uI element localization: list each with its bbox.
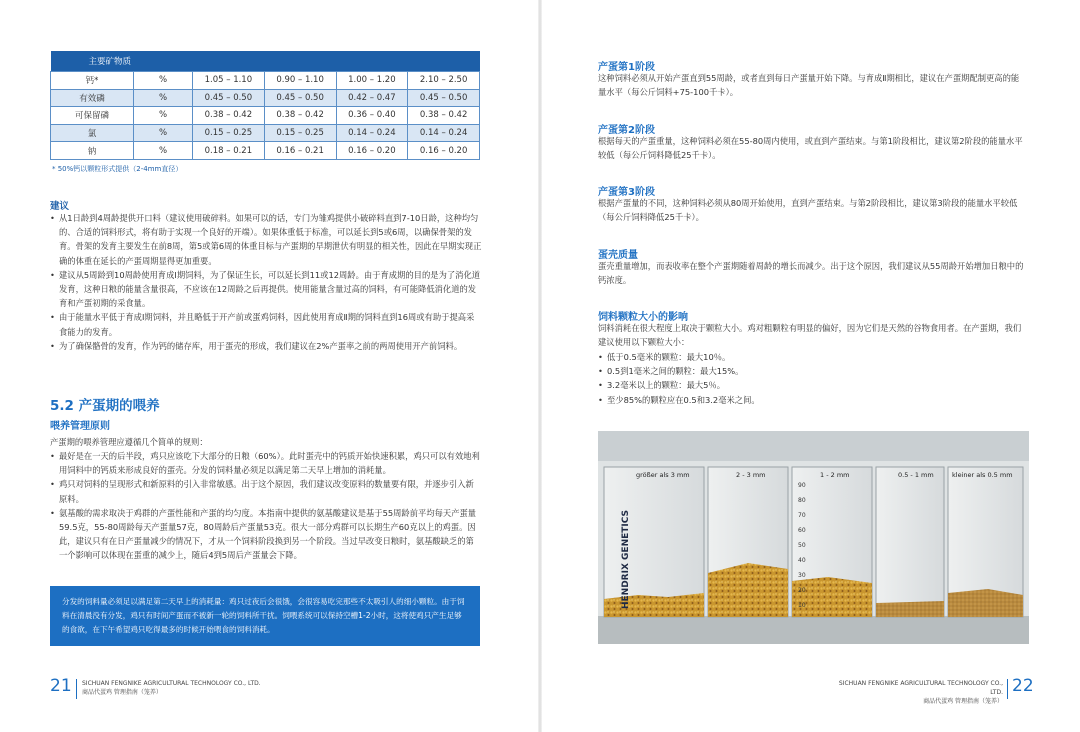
table-cell: 0.38 – 0.42 — [408, 107, 480, 125]
table-cell: 0.36 – 0.40 — [336, 107, 408, 125]
table-cell: % — [134, 89, 193, 107]
sieve-label: 1 - 2 mm — [820, 471, 850, 479]
section-heading: 蛋壳质量 — [598, 250, 638, 261]
section-text: 根据每天的产蛋重量，这种饲料必须在55-80周内使用，或直到产蛋结束。与第1阶段相比，建议第2阶段的能量水平较低（每公斤饲料降低25千卡）。 — [598, 136, 1023, 161]
table-cell: 0.14 – 0.24 — [408, 124, 480, 142]
sieve-label: 2 - 3 mm — [736, 471, 766, 479]
scale-tick: 90 — [798, 482, 806, 489]
footer-divider — [76, 679, 77, 699]
scale-tick: 20 — [798, 587, 806, 594]
table-cell: 可保留磷 — [51, 107, 134, 125]
list-item: • 0.5到1毫米之间的颗粒：最大15%。 — [598, 364, 1026, 378]
table-row — [51, 124, 480, 142]
scale-tick: 50 — [798, 542, 806, 549]
brand-logo: HENDRIX GENETICS — [621, 510, 631, 609]
right-page — [540, 0, 1080, 732]
section-text: 饲料消耗在很大程度上取决于颗粒大小。鸡对粗颗粒有明显的偏好，因为它们是天然的谷物食用者。在产蛋期，我们建议使用以下颗粒大小： — [598, 323, 1022, 348]
table-cell: 0.45 – 0.50 — [264, 89, 336, 107]
section-heading: 产蛋第2阶段 — [598, 125, 655, 136]
sieve-label: 0.5 - 1 mm — [898, 471, 934, 479]
list-item: • 为了确保骼骨的发育，作为钙的储存库，用于蛋壳的形成，我们建议在2%产蛋率之前的两周使用开产前饲料。 — [50, 339, 482, 353]
table-cell: 0.90 – 1.10 — [264, 72, 336, 90]
table-cell: 0.14 – 0.24 — [336, 124, 408, 142]
sub-title: 喂养管理原则 — [50, 421, 110, 432]
scale-tick: 40 — [798, 557, 806, 564]
list-item: • 低于0.5毫米的颗粒：最大10％。 — [598, 350, 1026, 364]
table-cell: 2.10 – 2.50 — [408, 72, 480, 90]
table-cell: 钙* — [51, 72, 134, 90]
table-row — [51, 142, 480, 160]
footer-guide: 商品代蛋鸡 管理指南（笼养） — [82, 689, 162, 696]
table-cell: 0.38 – 0.42 — [264, 107, 336, 125]
section-text: 蛋壳重量增加，而表收率在整个产蛋期随着周龄的增长而减少。出于这个原因，我们建议从55周龄开始增加日粮中的钙浓度。 — [598, 261, 1024, 286]
footer-info — [838, 679, 1003, 706]
table-cell: % — [134, 107, 193, 125]
table-cell: 1.00 – 1.20 — [336, 72, 408, 90]
table-cell: 氯 — [51, 124, 134, 142]
list-item: • 至少85%的颗粒应在0.5和3.2毫米之间。 — [598, 393, 1026, 407]
list-item: • 最好是在一天的后半段，鸡只应该吃下大部分的日粮（60%）。此时蛋壳中的钙质开始快速积累，鸡只可以有效地利用饲料中的钙质来形成良好的蛋壳。分发的饲料量必须足以满足第二天早上增加的消耗量。 — [50, 449, 482, 477]
callout-box: 分发的饲料量必须足以满足第二天早上的消耗量：鸡只过夜后会很饿，会很容易吃完那些不太吸引人的细小颗粒。由于饲料在清晨没有分发，鸡只有时间产蛋而不被新一轮的饲料所干扰。饲喂系统可以保持空槽1-2小时，这将使鸡只产生足够的食欲，在下午希望鸡只吃得最多的时候开始喂食的饲料消耗。 — [50, 586, 480, 646]
sieve-label: größer als 3 mm — [636, 471, 690, 479]
table-row — [51, 107, 480, 125]
footer-guide: 商品代蛋鸡 管理指南（笼养） — [923, 698, 1003, 705]
page-number: 22 — [1012, 676, 1034, 696]
table-cell: 0.18 – 0.21 — [193, 142, 265, 160]
sieve-photo — [598, 431, 1029, 644]
mineral-table — [50, 51, 480, 160]
feeding-intro: 产蛋期的喂养管理应遵循几个简单的规则： — [50, 437, 208, 447]
scale-tick: 70 — [798, 512, 806, 519]
list-item: • 由于能量水平低于育成Ⅰ期饲料，并且略低于开产前或蛋鸡饲料，因此使用育成Ⅱ期的饲料直到16周或有助于提高采食能力的发育。 — [50, 310, 482, 338]
table-cell: 0.45 – 0.50 — [408, 89, 480, 107]
table-header: 主要矿物质 — [51, 51, 480, 72]
table-cell: 0.16 – 0.20 — [408, 142, 480, 160]
footer-info — [82, 679, 261, 697]
table-cell: 0.45 – 0.50 — [193, 89, 265, 107]
table-cell: 0.15 – 0.25 — [193, 124, 265, 142]
list-item: • 氨基酸的需求取决于鸡群的产蛋性能和产蛋的均匀度。本指南中提供的氨基酸建议是基于55周龄前平均每天产蛋量59.5克，55-80周龄每天产蛋量57克，80周龄后产蛋量53克。很大一部分鸡群可以长期生产60克以上的鸡蛋。因此，建议只有在日产蛋量减少的情况下，才从一个饲料阶段换到另一个阶段。当过早改变日粮时，氨基酸缺乏的第一个影响可以体现在蛋重的减少上，随后4到5周后产蛋量会下降。 — [50, 506, 482, 563]
scale-tick: 60 — [798, 527, 806, 534]
table-footnote: * 50%钙以颗粒形式提供（2-4mm直径） — [52, 165, 183, 173]
table-cell: 有效磷 — [51, 89, 134, 107]
table-cell: 钠 — [51, 142, 134, 160]
feeding-list — [50, 449, 482, 563]
table-cell: 0.16 – 0.21 — [264, 142, 336, 160]
table-cell: 0.15 – 0.25 — [264, 124, 336, 142]
section-heading: 产蛋第1阶段 — [598, 62, 655, 73]
table-cell: 1.05 – 1.10 — [193, 72, 265, 90]
particle-list — [598, 350, 1026, 407]
section-text: 这种饲料必须从开始产蛋直到55周龄，或者直到每日产蛋量开始下降。与育成Ⅱ期相比，建议在产蛋期配制更高的能量水平（每公斤饲料+75-100千卡）。 — [598, 73, 1020, 98]
advice-title: 建议 — [50, 201, 70, 212]
table-cell: 0.38 – 0.42 — [193, 107, 265, 125]
table-cell: 0.42 – 0.47 — [336, 89, 408, 107]
table-cell: % — [134, 72, 193, 90]
advice-list — [50, 211, 482, 353]
section-heading: 饲料颗粒大小的影响 — [598, 312, 688, 323]
scale-tick: 10 — [798, 602, 806, 609]
footer-company: SICHUAN FENGNIKE AGRICULTURAL TECHNOLOGY CO., LTD. — [82, 680, 261, 687]
list-item: • 鸡只对饲料的呈现形式和新原料的引入非常敏感。出于这个原因，我们建议改变原料的数量要有限，并逐步引入新原料。 — [50, 477, 482, 505]
sieve-scale — [798, 482, 806, 609]
sieve-illustration — [598, 431, 1029, 644]
table-cell: 0.16 – 0.20 — [336, 142, 408, 160]
page-number: 21 — [50, 676, 72, 696]
list-item: • 建议从5周龄到10周龄使用育成Ⅰ期饲料，为了保证生长，可以延长到11或12周龄。由于育成期的目的是为了消化道发育，这种日粮的能量含量很高，不应该在12周龄之后再提供。使用能量含量过高的饲料，有可能降低消化道的发育和产蛋初期的采食量。 — [50, 268, 482, 311]
list-item: • 从1日龄到4周龄提供开口料（建议使用破碎料。如果可以的话，专门为雏鸡提供小破碎料直到7-10日龄，这种均匀的、合适的饲料形式，将有助于实现一个良好的开端）。如果体重低于标准，可以延长到5或6周，以确保骨架的发育。骨架的发育主要发生在前8周，第5或第6周的体重目标与产蛋期的早期泄伏有明显的相关性，因此在早期实现正确的体重在延长的产蛋周期显得更加重要。 — [50, 211, 482, 268]
section-title: 5.2 产蛋期的喂养 — [50, 398, 160, 414]
table-cell: % — [134, 142, 193, 160]
footer-company: SICHUAN FENGNIKE AGRICULTURAL TECHNOLOGY CO., LTD. — [838, 680, 1003, 696]
sieve-label: kleiner als 0.5 mm — [952, 471, 1013, 479]
footer-divider — [1007, 679, 1008, 699]
section-text: 根据产蛋量的不同，这种饲料必须从80周开始使用，直到产蛋结束。与第2阶段相比，建议第3阶段的能量水平较低（每公斤饲料降低25千卡）。 — [598, 198, 1018, 223]
table-cell: % — [134, 124, 193, 142]
list-item: • 3.2毫米以上的颗粒：最大5％。 — [598, 378, 1026, 392]
section-heading: 产蛋第3阶段 — [598, 187, 655, 198]
table-row — [51, 89, 480, 107]
scale-tick: 30 — [798, 572, 806, 579]
table-row — [51, 72, 480, 90]
scale-tick: 80 — [798, 497, 806, 504]
